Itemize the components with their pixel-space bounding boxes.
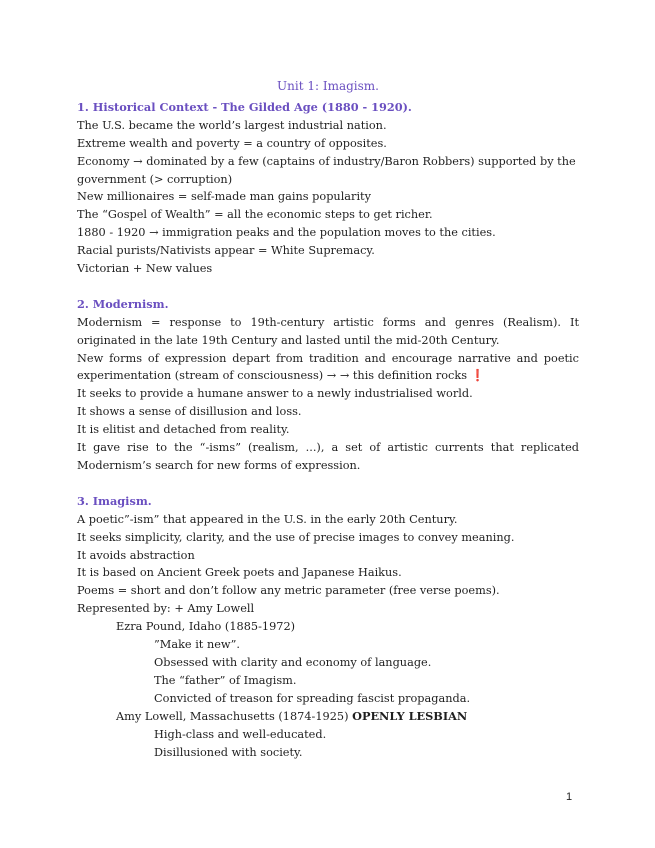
section-heading-modernism: 2. Modernism.: [77, 296, 169, 311]
text-line: Racial purists/Nativists appear = White Supremacy.: [77, 244, 375, 258]
page-number: 1: [566, 791, 573, 803]
text-line: It shows a sense of disillusion and loss.: [77, 405, 302, 419]
poet-note: OPENLY LESBIAN: [352, 708, 468, 723]
paragraph: [77, 350, 579, 386]
document-title: Unit 1: Imagism.: [277, 79, 379, 93]
text-line: Victorian + New values: [77, 262, 213, 276]
poet-fact: The “father” of Imagism.: [154, 673, 297, 687]
text-line: 1880 - 1920 → immigration peaks and the population moves to the cities.: [77, 226, 496, 240]
text-line: It seeks simplicity, clarity, and the use of precise images to convey meaning.: [77, 530, 515, 544]
text-line: The U.S. became the world’s largest industrial nation.: [77, 118, 387, 132]
poet-amy-lowell: [77, 708, 579, 726]
text-line: It seeks to provide a humane answer to a newly industrialised world.: [77, 387, 473, 401]
text-line: It avoids abstraction: [77, 548, 195, 562]
text-line: New millionaires = self-made man gains popularity: [77, 190, 371, 204]
poet-fact: Disillusioned with society.: [154, 745, 303, 759]
section-heading-imagism: 3. Imagism.: [77, 493, 152, 508]
section-heading-historical-context: 1. Historical Context - The Gilded Age (1880 - 1920).: [77, 99, 412, 114]
paragraph-text: New forms of expression depart from tradition and encourage narrative and poetic experimentation (stream of consciousness) → → this definition rocks: [77, 351, 579, 383]
text-line: Extreme wealth and poverty = a country of opposites.: [77, 136, 387, 150]
exclamation-icon: ❗: [470, 368, 485, 383]
text-line: Represented by: + Amy Lowell: [77, 602, 255, 616]
text-line: It is based on Ancient Greek poets and Japanese Haikus.: [77, 566, 402, 580]
poet-fact: High-class and well-educated.: [154, 727, 327, 741]
document-page: [77, 78, 579, 761]
text-line: A poetic”-ism” that appeared in the U.S. in the early 20th Century.: [77, 512, 458, 526]
paragraph: It gave rise to the “-isms” (realism, ...), a set of artistic currents that replicated Modernism’s search for new forms of expression.: [77, 441, 579, 473]
paragraph: Modernism = response to 19th-century artistic forms and genres (Realism). It originated in the late 19th Century and lasted until the mid-20th Century.: [77, 315, 579, 347]
text-line: Economy → dominated by a few (captains of industry/Baron Robbers) supported by the government (> corruption): [77, 154, 576, 186]
text-line: The “Gospel of Wealth” = all the economic steps to get richer.: [77, 208, 433, 222]
poet-fact: Obsessed with clarity and economy of language.: [154, 655, 432, 669]
text-line: Poems = short and don’t follow any metric parameter (free verse poems).: [77, 584, 500, 598]
text-line: It is elitist and detached from reality.: [77, 423, 290, 437]
poet-fact: Convicted of treason for spreading fascist propaganda.: [154, 691, 471, 705]
poet-fact: ”Make it new”.: [154, 638, 240, 652]
poet-ezra-pound: Ezra Pound, Idaho (1885-1972): [116, 620, 296, 634]
poet-name: Amy Lowell, Massachusetts (1874-1925): [116, 709, 349, 723]
